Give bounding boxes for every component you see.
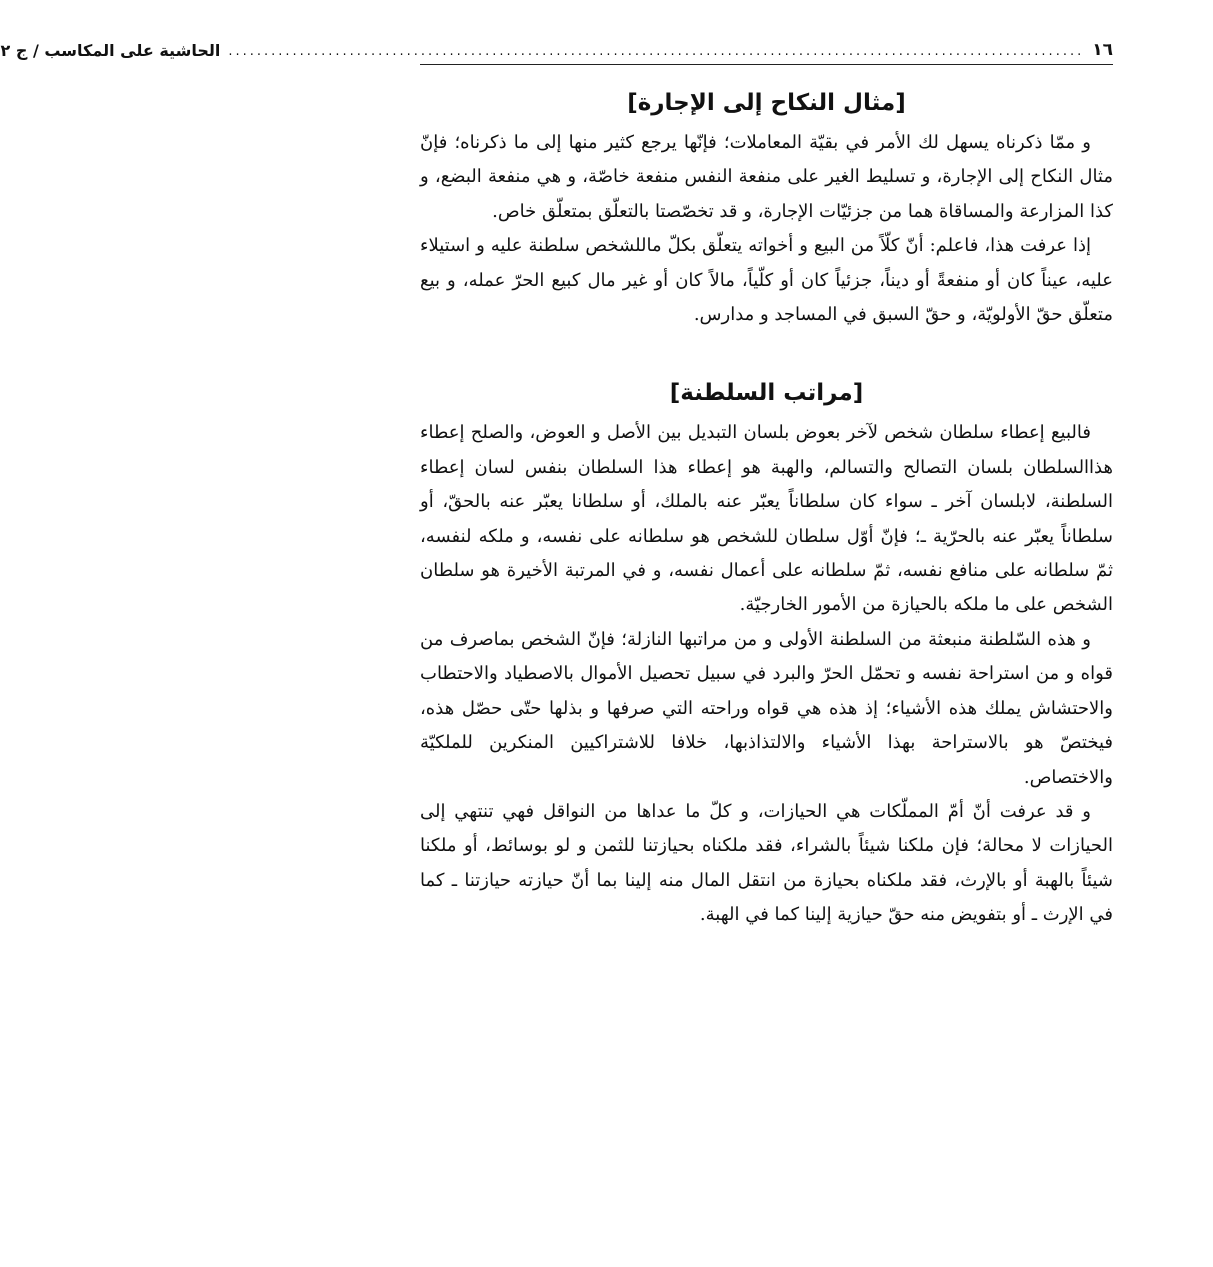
page-number: ١٦ — [1092, 40, 1113, 60]
page-header — [0, 30, 1113, 65]
paragraph: و هذه السّلطنة منبعثة من السلطنة الأولى و من مراتبها النازلة؛ فإنّ الشخص بماصرف من قواه و من استراحة نفسه و تحمّل الحرّ والبرد في سبيل تحصيل الأموال بالاصطياد والاحتطاب والاحتشاش يملك هذه الأشياء؛ إذ هذه هي قواه وراحته التي صرفها و بذلها حتّى حصّل هذه، فيختصّ هو بالاستراحة بهذا الأشياء والالتذاذبها، خلافا للاشتراكيين المنكرين للملكيّة والاختصاص. — [420, 628, 1113, 788]
section-title-nikah-ijarah: [مثال النكاح إلى الإجارة] — [627, 90, 906, 116]
paragraph: فالبيع إعطاء سلطان شخص لآخر بعوض بلسان التبديل بين الأصل و العوض، والصلح إعطاء هذاالسلطان بلسان التصالح والتسالم، والهبة هو إعطاء هذا السلطان بنفس لسان إعطاء السلطنة، لابلسان آخر ـ سواء كان سلطاناً يعبّر عنه بالملك، أو سلطانا يعبّر عنه بالحقّ، أو سلطاناً يعبّر عنه بالحرّية ـ؛ فإنّ أوّل سلطان للشخص هو سلطانه على نفسه، و ملكه لنفسه، ثمّ سلطانه على منافع نفسه، ثمّ سلطانه على أعمال نفسه، و في المرتبة الأخيرة هو سلطان الشخص على ما ملكه بالحيازة من الأمور الخارجيّة. — [420, 422, 1113, 616]
leader-dots: ........................................................................................................................ — [228, 44, 1085, 59]
paragraph: إذا عرفت هذا، فاعلم: أنّ كلّاً من البيع و أخواته يتعلّق بكلّ ماللشخص سلطنة عليه و استيلاء عليه، عيناً كان أو منفعةً أو ديناً، جزئياً كان أو كلّياً، مالاً كان أو غير مال كبيع الحرّ عمله، و بيع متعلّق حقّ الأولويّة، و حقّ السبق في المساجد و مدارس. — [420, 235, 1113, 326]
paragraph: و قد عرفت أنّ أمّ المملّكات هي الحيازات، و كلّ ما عداها من النواقل فهي تنتهي إلى الحيازات لا محالة؛ فإن ملكنا شيئاً بالشراء، فقد ملكناه بحيازتنا للثمن و لو بوسائط، أو ملكنا شيئاً بالهبة أو بالإرث، فقد ملكناه بحيازة من انتقل المال منه إلينا بما أنّ حيازته حيازتنا ـ كما في الإرث ـ أو بتفويض منه حقّ حيازية إلينا كما في الهبة. — [420, 800, 1113, 926]
paragraph: و ممّا ذكرناه يسهل لك الأمر في بقيّة المعاملات؛ فإنّها يرجع كثير منها إلى ما ذكرناه؛ فإنّ مثال النكاح إلى الإجارة، و تسليط الغير على منفعة النفس منفعة خاصّة، و هي منفعة البضع، و كذا المزارعة والمساقاة هما من جزئيّات الإجارة، و قد تخصّصتا بالتعلّق بمتعلّق خاص. — [420, 132, 1113, 222]
page-body — [420, 80, 1113, 933]
section-title-maratib-saltanah: [مراتب السلطنة] — [669, 380, 864, 407]
running-title: الحاشية على المكاسب / ج ٢ — [0, 41, 221, 60]
